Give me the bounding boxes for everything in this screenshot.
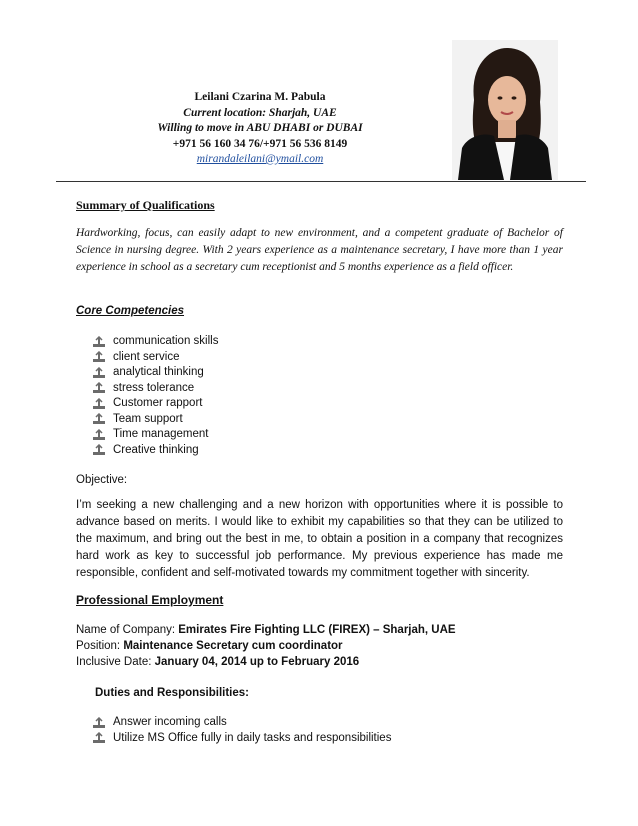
- position-line: [76, 640, 343, 652]
- resume-header: [120, 90, 400, 168]
- list-item: Answer incoming calls: [92, 715, 391, 731]
- bullet-icon: [92, 444, 106, 456]
- summary-text: Hardworking, focus, can easily adapt to new environment, and a competent graduate of Bachelor of Science in nursing degree. With 2 years experience as a maintenance secretary, I have more than 1 year experience in school as a secretary cum receptionist and 5 months experience as a field officer.: [76, 227, 563, 273]
- list-item: Customer rapport: [92, 396, 218, 412]
- list-item: Creative thinking: [92, 443, 218, 459]
- list-item: Team support: [92, 412, 218, 428]
- bullet-icon: [92, 429, 106, 441]
- person-portrait-icon: [452, 40, 558, 180]
- bullet-icon: [92, 351, 106, 363]
- list-item: Time management: [92, 427, 218, 443]
- duties-list: [92, 715, 391, 746]
- company-name: Emirates Fire Fighting LLC (FIREX) – Sharjah, UAE: [178, 624, 456, 636]
- company-label: Name of Company:: [76, 624, 179, 636]
- duties-heading: Duties and Responsibilities:: [95, 687, 249, 699]
- list-item: client service: [92, 350, 218, 366]
- bullet-icon: [92, 398, 106, 410]
- summary-heading: Summary of Qualifications: [76, 198, 215, 212]
- phone-numbers: +971 56 160 34 76/+971 56 536 8149: [172, 137, 348, 150]
- header-divider: [56, 181, 586, 182]
- employment-dates: January 04, 2014 up to February 2016: [154, 656, 360, 668]
- current-location: Current location: Sharjah, UAE: [183, 106, 337, 119]
- bullet-icon: [92, 382, 106, 394]
- list-item: Utilize MS Office fully in daily tasks and responsibilities: [92, 731, 391, 747]
- profile-photo: [452, 40, 558, 180]
- dates-label: Inclusive Date:: [76, 656, 155, 668]
- position-label: Position:: [76, 640, 124, 652]
- competencies-list: [92, 334, 218, 458]
- objective-text: I’m seeking a new challenging and a new horizon with opportunities where it is possible to advance based on merits. I would like to exhibit my capabilities so that they can be utilized to the maximum, and bring out the best in me, to obtain a position in a company that recognizes hard work as key to successful job performance. My previous experience has made me responsible, confident and self-motivated towards my commitment together with sincerity.: [76, 499, 563, 579]
- email-link[interactable]: mirandaleilani@ymail.com: [196, 153, 324, 165]
- employment-heading: Professional Employment: [76, 593, 224, 607]
- dates-line: [76, 656, 359, 668]
- list-item: analytical thinking: [92, 365, 218, 381]
- company-line: [76, 624, 456, 636]
- bullet-icon: [92, 732, 106, 744]
- bullet-icon: [92, 717, 106, 729]
- relocation-preference: Willing to move in ABU DHABI or DUBAI: [157, 122, 363, 134]
- bullet-icon: [92, 413, 106, 425]
- objective-label: Objective:: [76, 474, 128, 486]
- position-title: Maintenance Secretary cum coordinator: [123, 640, 343, 652]
- list-item: stress tolerance: [92, 381, 218, 397]
- candidate-name: Leilani Czarina M. Pabula: [194, 91, 326, 103]
- bullet-icon: [92, 367, 106, 379]
- competencies-heading: Core Competencies: [76, 305, 185, 317]
- list-item: communication skills: [92, 334, 218, 350]
- bullet-icon: [92, 336, 106, 348]
